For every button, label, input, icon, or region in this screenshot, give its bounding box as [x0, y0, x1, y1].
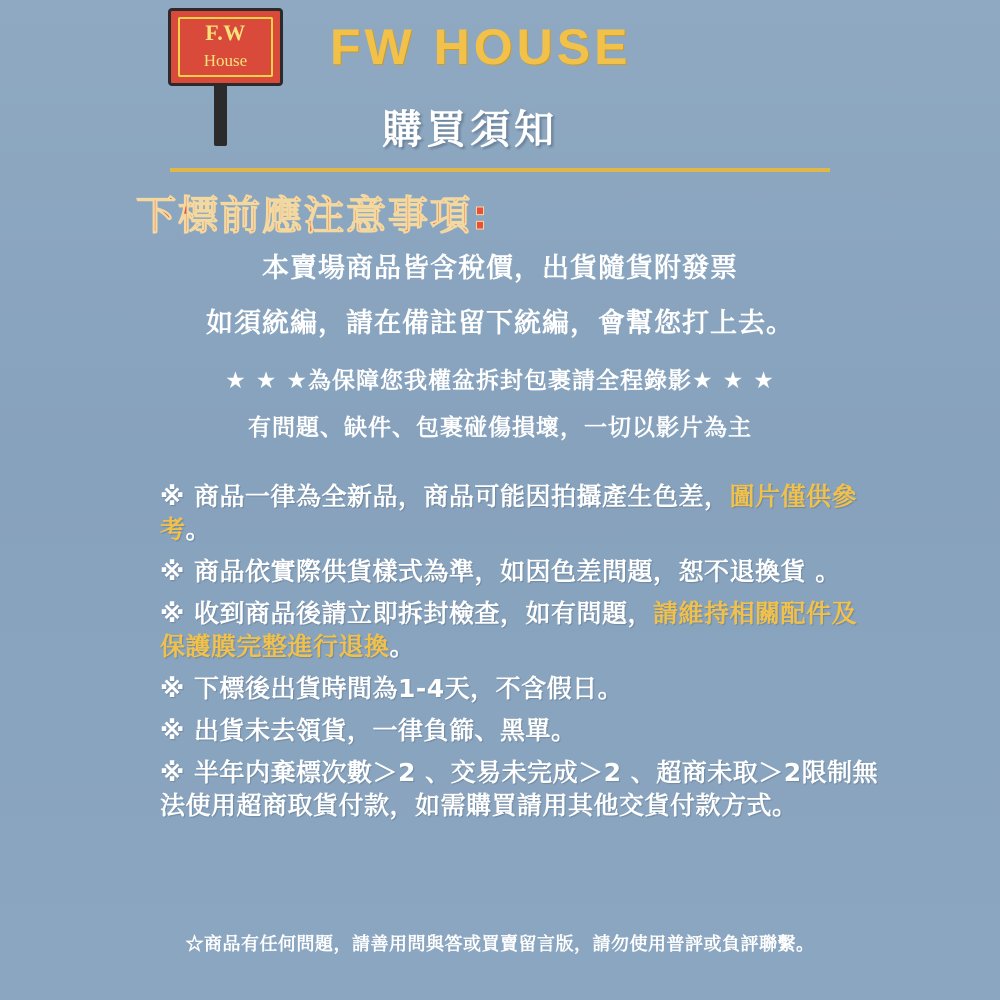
note-marker: ※: [160, 674, 195, 703]
note-marker: ※: [160, 557, 195, 586]
note-item: [160, 480, 880, 546]
note-item: [160, 555, 880, 588]
note-item: [160, 597, 880, 663]
brand-title: FW HOUSE: [330, 19, 632, 75]
intro-line-1: 本賣場商品皆含稅價，出貨隨貨附發票: [262, 253, 738, 283]
intro-line-2: 如須統編，請在備註留下統編，會幫您打上去。: [206, 308, 794, 338]
sign-board: [168, 8, 283, 86]
note-marker: ※: [160, 482, 195, 511]
note-text-highlight: 請維持相關配件及保護膜完整進行退換: [160, 599, 858, 661]
note-text-tail: 。: [185, 515, 212, 544]
sign-logo-line2: House: [203, 51, 248, 70]
note-text: 商品一律為全新品，商品可能因拍攝產生色差，: [194, 482, 730, 511]
note-marker: ※: [160, 758, 195, 787]
note-text: 下標後出貨時間為1-4天，不含假日。: [194, 674, 624, 703]
note-text: 出貨未去領貨，一律負篩、黑單。: [194, 716, 577, 745]
shop-sign-icon: [168, 8, 288, 148]
page-subtitle: 購買須知: [382, 107, 558, 152]
sign-post: [214, 84, 227, 146]
notes-list: [160, 480, 880, 831]
intro-block: [0, 246, 1000, 442]
note-item: [160, 672, 880, 705]
note-text: 半年内棄標次數＞2 、交易未完成＞2 、超商未取＞2限制無法使用超商取貨付款，如需購買請用其他交貨付款方式。: [160, 758, 879, 820]
note-item: [160, 756, 880, 822]
footer-note: ☆商品有任何問題，請善用問與答或買賣留言版，請勿使用普評或負評聯繫。: [185, 934, 815, 954]
sign-logo-line1: F.W: [205, 20, 246, 45]
page-header: [0, 0, 1000, 170]
note-item: [160, 714, 880, 747]
intro-line-4: 有問題、缺件、包裹碰傷損壞，一切以影片為主: [248, 415, 752, 441]
header-divider: [170, 168, 830, 172]
intro-line-3: ★ ★ ★為保障您我權盆拆封包裹請全程錄影★ ★ ★: [225, 368, 775, 394]
section-title: 下標前應注意事項:: [136, 193, 490, 239]
note-text: 商品依實際供貨樣式為準，如因色差問題，恕不退換貨 。: [194, 557, 841, 586]
note-text: 收到商品後請立即拆封檢查，如有問題，: [194, 599, 654, 628]
note-text-highlight: 圖片僅供參考: [160, 482, 858, 544]
note-text-tail: 。: [389, 632, 416, 661]
note-marker: ※: [160, 716, 195, 745]
note-marker: ※: [160, 599, 195, 628]
